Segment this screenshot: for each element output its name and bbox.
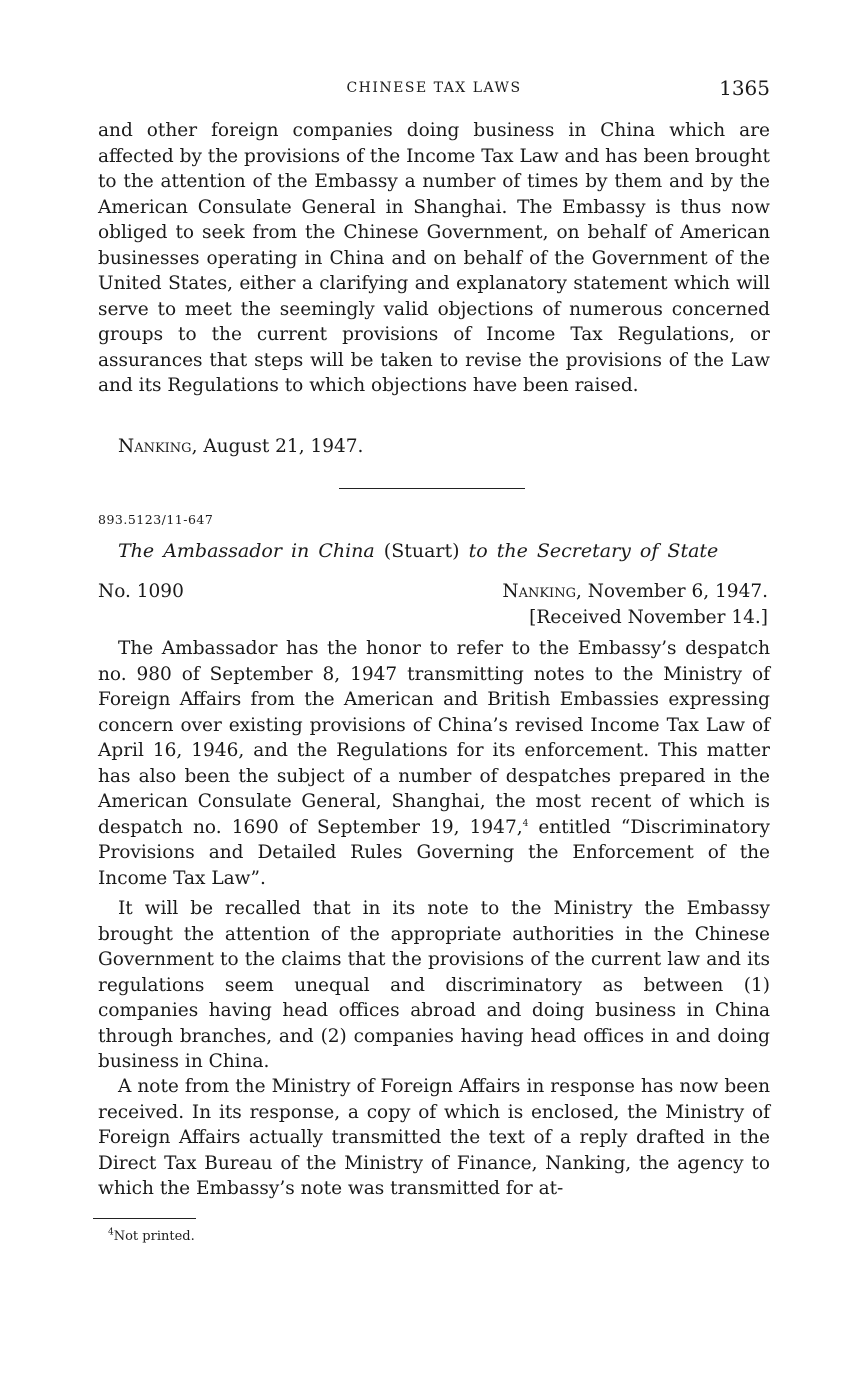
- paragraph-1: [98, 636, 770, 891]
- page-header: [98, 76, 770, 102]
- paragraph-1-text-cont: entitled “Discriminatory Provisions and Detailed Rules Governing the Enforcement of the Income Tax Law”.: [98, 816, 770, 889]
- received-date: [Received November 14.]: [529, 607, 768, 628]
- file-number: 893.5123/11-647: [98, 512, 214, 527]
- title-part-2: to the Secretary of State: [468, 540, 719, 562]
- paragraph-1-text: The Ambassador has the honor to refer to the Embassy’s despatch no. 980 of September 8, 1947 transmitting notes to the Ministry of Foreign Affairs from the American and British Embassies expressing concern over existing provisions of China’s revised Income Tax Law of April 16, 1946, and the Regulations for its enforcement. This matter has also been the subject of a number of despatches prepared in the American Consulate General, Shanghai, the most recent of which is despatch no. 1690 of September 19, 1947,: [98, 638, 770, 838]
- place: Nanking: [502, 581, 576, 602]
- paragraph-3: A note from the Ministry of Foreign Affairs in response has now been received. In its response, a copy of which is enclosed, the Ministry of Foreign Affairs actually transmitted the text of a reply drafted in the Direct Tax Bureau of the Ministry of Finance, Nanking, the agency to which the Embassy’s note was transmitted for at-: [98, 1076, 770, 1199]
- footnote-text: Not printed.: [113, 1229, 195, 1244]
- title-part-1: The Ambassador in China: [118, 540, 375, 562]
- footnote-rule: [93, 1218, 196, 1219]
- dateline: [118, 436, 363, 457]
- despatch-number: No. 1090: [98, 581, 184, 602]
- place-date: [502, 581, 768, 602]
- running-title: CHINESE TAX LAWS: [346, 80, 522, 96]
- section-divider: [339, 488, 525, 489]
- page-number: 1365: [719, 76, 770, 100]
- title-name: (Stuart): [383, 540, 460, 562]
- paragraph-2: It will be recalled that in its note to the Ministry the Embassy brought the attention of the appropriate authorities in the Chinese Government to the claims that the provisions of the current law and its regulations seem unequal and discriminatory as between (1) companies having head offices abroad and doing business in China through branches, and (2) companies having head offices in and doing business in China.: [98, 898, 770, 1072]
- footnote-mark: 4: [108, 1227, 114, 1238]
- document-title: [118, 540, 718, 562]
- date: , November 6, 1947.: [575, 581, 768, 602]
- footnote: [108, 1229, 195, 1244]
- dateline-date: , August 21, 1947.: [191, 436, 364, 457]
- footnote-ref: 4: [522, 818, 529, 829]
- dateline-place: Nanking: [118, 436, 192, 457]
- intro-paragraph: and other foreign companies doing business in China which are affected by the provisions of the Income Tax Law and has been brought to the attention of the Embassy a number of times by them and by the American Consulate General in Shanghai. The Embassy is thus now obliged to seek from the Chinese Government, on behalf of American businesses operating in China and on behalf of the Government of the United States, either a clarifying and explanatory statement which will serve to meet the seemingly valid objections of numerous concerned groups to the current provisions of Income Tax Regulations, or assurances that steps will be taken to revise the provisions of the Law and its Regulations to which objections have been raised.: [98, 120, 770, 396]
